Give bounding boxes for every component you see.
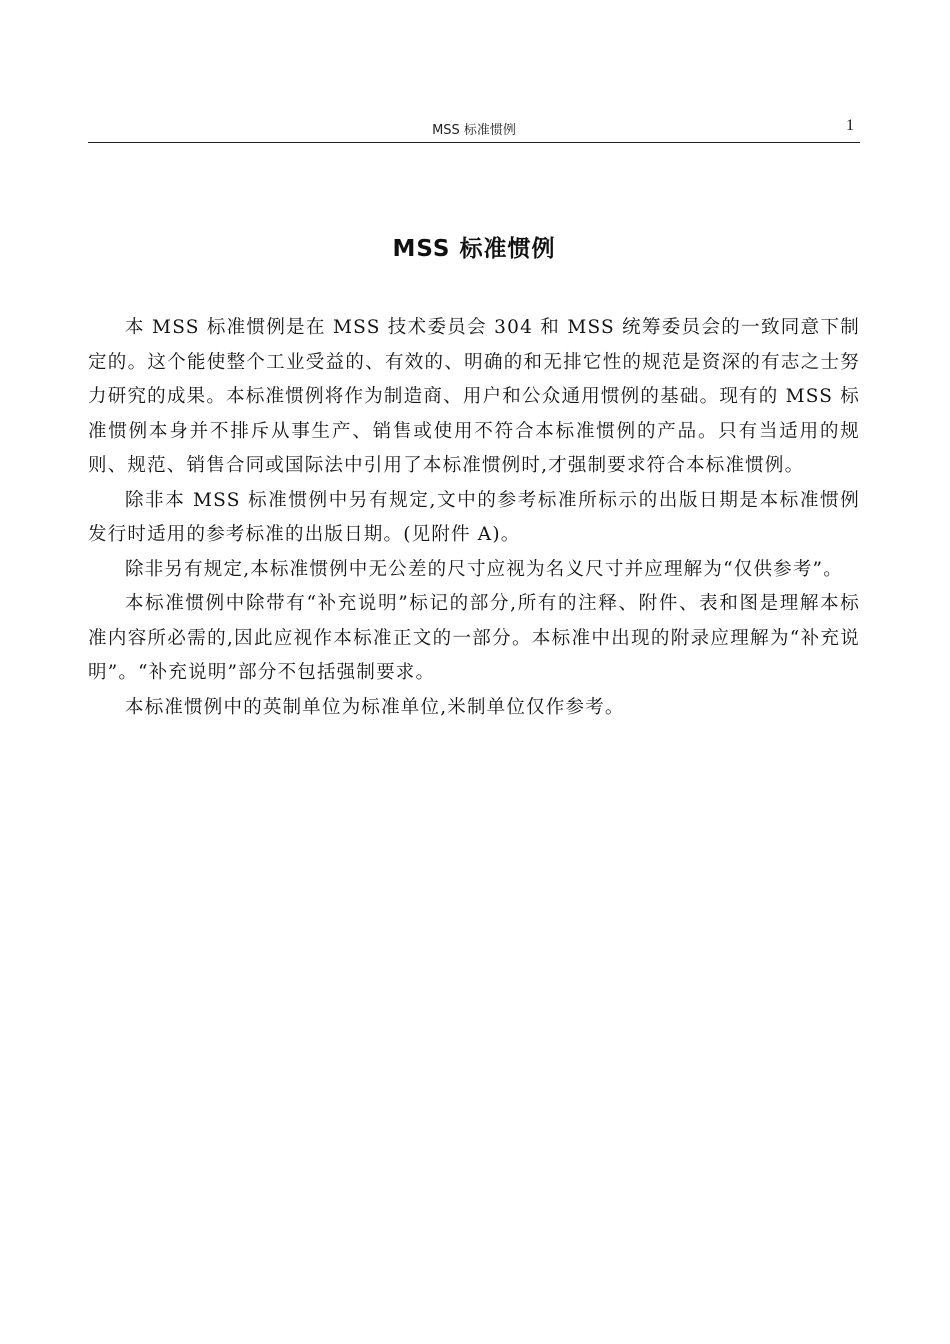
paragraph-reference-dates: 除非本 MSS 标准惯例中另有规定,文中的参考标准所标示的出版日期是本标准惯例发行时适用的参考标准的出版日期。(见附件 A)。 xyxy=(88,489,860,545)
paragraph-tolerances: 除非另有规定,本标准惯例中无公差的尺寸应视为名义尺寸并应理解为“仅供参考”。 xyxy=(125,558,843,580)
page-number: 1 xyxy=(846,117,854,134)
body-text xyxy=(88,311,860,725)
paragraph-consensus: 本 MSS 标准惯例是在 MSS 技术委员会 304 和 MSS 统筹委员会的一致同意下制定的。这个能使整个工业受益的、有效的、明确的和无排它性的规范是资深的有志之士努力研究的成果。本标准惯例将作为制造商、用户和公众通用惯例的基础。现有的 MSS 标准惯例本身并不排斥从事生产、销售或使用不符合本标准惯例的产品。只有当适用的规则、规范、销售合同或国际法中引用了本标准惯例时,才强制要求符合本标准惯例。 xyxy=(88,317,860,476)
page-title: MSS 标准惯例 xyxy=(392,236,556,262)
running-header xyxy=(88,112,860,143)
paragraph-units: 本标准惯例中的英制单位为标准单位,米制单位仅作参考。 xyxy=(125,696,625,718)
running-title: MSS 标准惯例 xyxy=(432,123,516,138)
paragraph-supplementary: 本标准惯例中除带有“补充说明”标记的部分,所有的注释、附件、表和图是理解本标准内容所必需的,因此应视作本标准正文的一部分。本标准中出现的附录应理解为“补充说明”。“补充说明”部分不包括强制要求。 xyxy=(88,593,860,683)
